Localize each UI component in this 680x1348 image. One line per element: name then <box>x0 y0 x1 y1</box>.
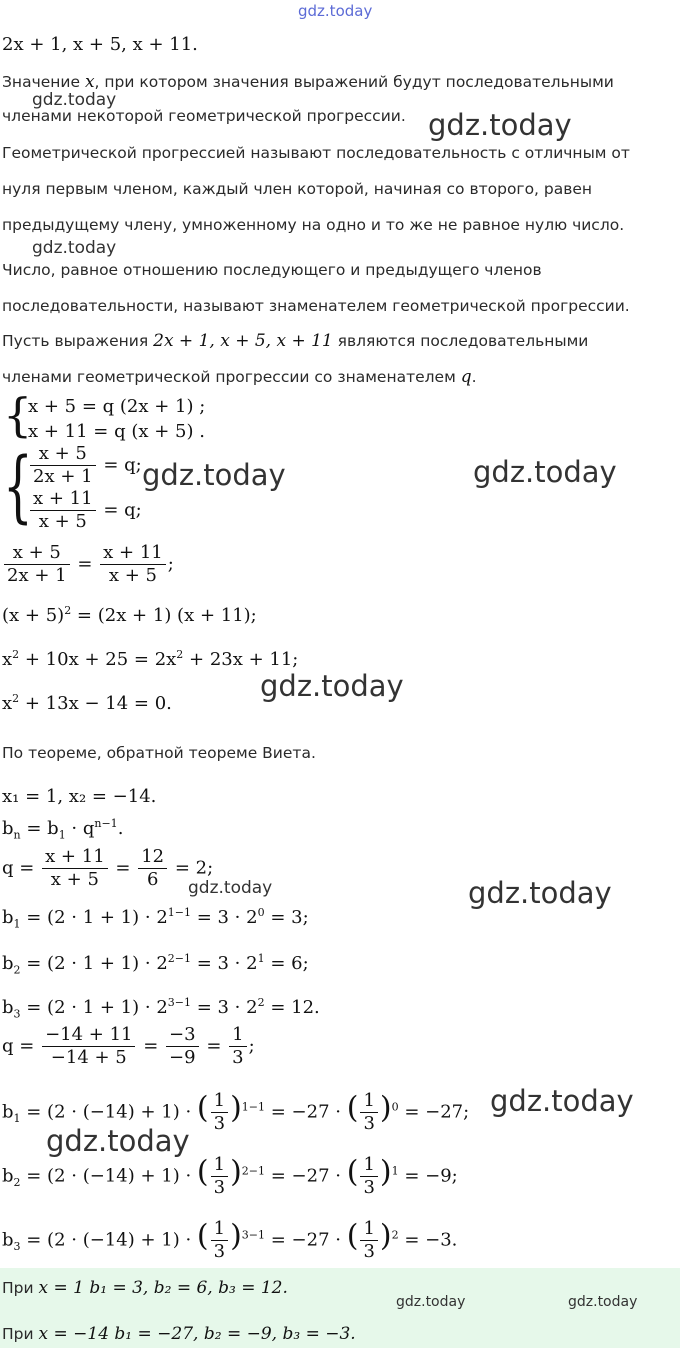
theory-line: Число, равное отношению последующего и предыдущего членов <box>2 261 542 279</box>
system-row: $\frac{x + 11}{x + 5}$ = q; <box>28 488 142 533</box>
term-c3: $b_3 = (2 \cdot (-14) + 1)$ · ( $\frac{1}{3}$ )$^{3-1}$ = −27 · ( $\frac{1}{3}$ )$^2$ = −3. <box>2 1218 458 1262</box>
equation-line: $x^2 + 13x - 14 = 0$. <box>2 692 172 714</box>
system-brace: { <box>3 442 33 532</box>
theory-line: предыдущему члену, умноженному на одно и то же не равное нулю число. <box>2 216 625 234</box>
watermark: gdz.today <box>32 90 117 110</box>
watermark: gdz.today <box>188 878 273 898</box>
watermark: gdz.today <box>568 1294 638 1310</box>
theory-line: Пусть выражения 2x + 1, x + 5, x + 11 являются последовательными <box>2 331 589 351</box>
theory-line: Геометрической прогрессией называют последовательность с отличным от <box>2 144 630 162</box>
watermark: gdz.today <box>260 669 404 703</box>
watermark: gdz.today <box>396 1294 466 1310</box>
theory-line: последовательности, называют знаменателем геометрической прогрессии. <box>2 297 630 315</box>
watermark: gdz.today <box>46 1124 190 1158</box>
watermark: gdz.today <box>298 2 373 20</box>
term-c2: $b_2 = (2 \cdot (-14) + 1)$ · ( $\frac{1}{3}$ )$^{2-1}$ = −27 · ( $\frac{1}{3}$ )$^1$ = −9; <box>2 1154 458 1198</box>
system-row: $\frac{x + 5}{2x + 1}$ = q; <box>28 443 142 488</box>
formula-bn: $b_n = b_1 \cdot q^{n-1}$. <box>2 817 124 842</box>
term-b2: $b_2 = (2 \cdot 1 + 1) \cdot 2^{2-1} = 3 \cdot 2^1 = 6$; <box>2 952 309 977</box>
system-row: x + 11 = q (x + 5) . <box>28 421 205 442</box>
watermark: gdz.today <box>142 458 286 492</box>
q-value-1: q = $\frac{x + 11}{x + 5}$ = $\frac{12}{6}$ = 2; <box>2 846 214 890</box>
vieta-note: По теореме, обратной теореме Виета. <box>2 744 316 762</box>
answer-line: При x = 1 b₁ = 3, b₂ = 6, b₃ = 12. <box>2 1278 288 1298</box>
answer-line: При x = −14 b₁ = −27, b₂ = −9, b₃ = −3. <box>2 1324 356 1344</box>
watermark: gdz.today <box>428 108 572 142</box>
roots: x₁ = 1, x₂ = −14. <box>2 786 157 807</box>
watermark: gdz.today <box>468 876 612 910</box>
task-expressions: 2x + 1, x + 5, x + 11. <box>2 34 198 55</box>
system-row: x + 5 = q (2x + 1) ; <box>28 396 206 417</box>
equation-line: $x^2 + 10x + 25 = 2x^2 + 23x + 11$; <box>2 648 299 670</box>
watermark: gdz.today <box>32 238 117 258</box>
task-question-line2: членами некоторой геометрической прогрессии. <box>2 107 406 125</box>
term-c1: $b_1 = (2 \cdot (-14) + 1)$ · ( $\frac{1}{3}$ )$^{1-1}$ = −27 · ( $\frac{1}{3}$ )$^0$ = −27; <box>2 1090 470 1134</box>
q-value-2: q = $\frac{-14 + 11}{-14 + 5}$ = $\frac{-3}{-9}$ = $\frac{1}{3}$ ; <box>2 1024 255 1068</box>
term-b3: $b_3 = (2 \cdot 1 + 1) \cdot 2^{3-1} = 3 \cdot 2^2 = 12$. <box>2 996 320 1021</box>
term-b1: $b_1 = (2 \cdot 1 + 1) \cdot 2^{1-1} = 3 \cdot 2^0 = 3$; <box>2 906 309 931</box>
task-question: Значение x, при котором значения выражений будут последовательными <box>2 72 614 92</box>
equation-line: $(x + 5)^2 = (2x + 1)$ (x + 11); <box>2 604 257 626</box>
proportion: $\frac{x + 5}{2x + 1}$ = $\frac{x + 11}{x + 5}$ ; <box>2 542 174 587</box>
theory-line: нуля первым членом, каждый член которой, начиная со второго, равен <box>2 180 593 198</box>
watermark: gdz.today <box>473 455 617 489</box>
theory-line: членами геометрической прогрессии со знаменателем q. <box>2 367 477 387</box>
system-brace: { <box>3 388 33 442</box>
watermark: gdz.today <box>490 1084 634 1118</box>
